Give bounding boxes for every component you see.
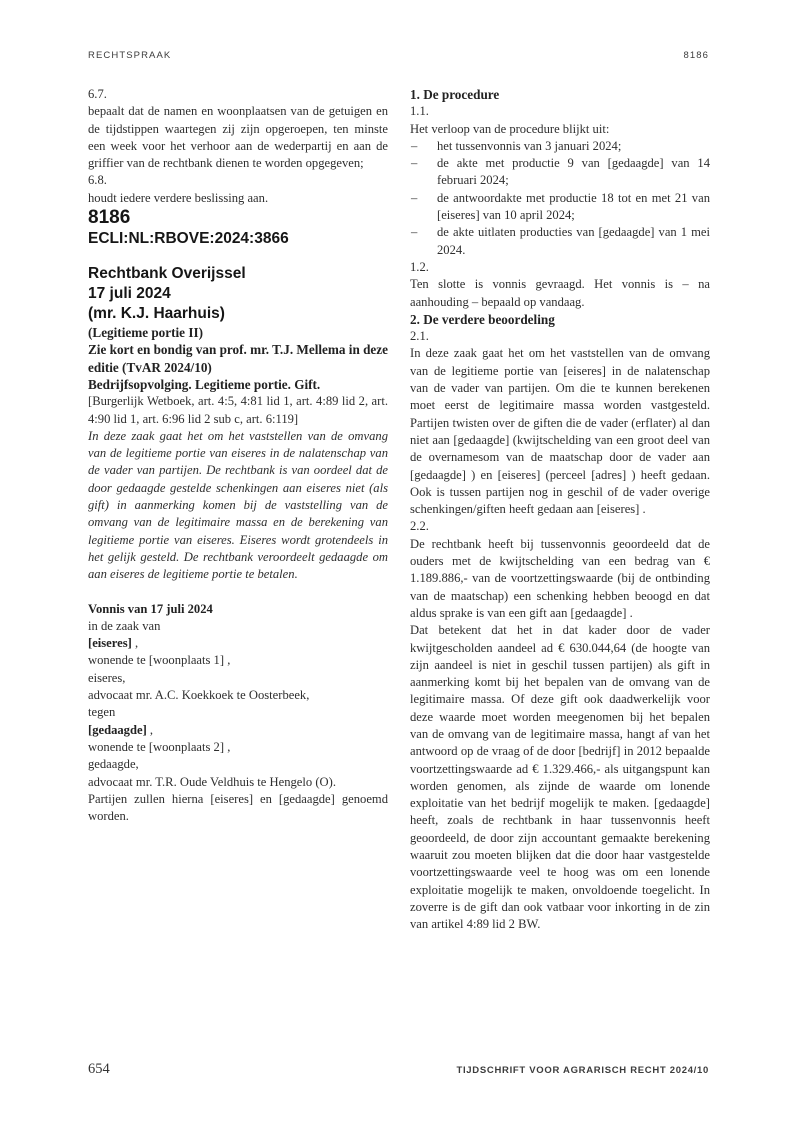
statute-references: [Burgerlijk Wetboek, art. 4:5, 4:81 lid 1, art. 4:89 lid 2, art. 4:90 lid 1, art. 6:96 lid 2 sub c, art. 6:119]: [88, 394, 388, 426]
para-number-1-1: 1.1.: [410, 104, 429, 119]
procedure-item-text: de akte uitlaten producties van [gedaagde] van 1 mei 2024.: [437, 225, 710, 257]
procedure-intro: Het verloop van de procedure blijkt uit:: [410, 121, 610, 136]
list-dash: –: [411, 156, 418, 171]
procedure-list: [410, 138, 710, 259]
procedure-list-item: [410, 138, 710, 155]
section-1-heading: 1. De procedure: [410, 87, 500, 102]
para-number-6-8: 6.8.: [88, 173, 107, 188]
para-number-1-2: 1.2.: [410, 259, 429, 274]
defendant-residence: wonende te [woonplaats 2] ,: [88, 739, 231, 754]
list-dash: –: [411, 225, 418, 240]
list-dash: –: [411, 138, 418, 153]
editorial-reference: Zie kort en bondig van prof. mr. T.J. Mellema in deze editie (TvAR 2024/10): [88, 342, 388, 375]
left-column: [88, 86, 388, 934]
vonnis-block: [88, 601, 388, 826]
running-header: [88, 50, 709, 61]
para-6-7-text: bepaalt dat de namen en woonplaatsen van de getuigen en de tijdstippen waartegen zij zijn opgeroepen, ten minste een week voor het verhoor aan de wederpartij en aan de griffier van de rechtbank dienen te worden opgegeven;: [88, 104, 388, 171]
plaintiff-residence: wonende te [woonplaats 1] ,: [88, 653, 231, 668]
para-2-1-text: In deze zaak gaat het om het vaststellen van de omvang van de legitieme portie van [eiseres] in de nalatenschap van de vader van partijen. Om die te kunnen berekenen moet eerst de legitimaire massa worden vastgesteld. Partijen twisten over de giften die de vader (erflater) al dan niet aan [gedaagde] (kwijtschelding van een groot deel van de overnamesom van de maatschap door de vader aan [gedaagde] ) en [eiseres] (perceel [adres] ) heeft gedaan. Ook is tussen partijen nog in geschil of de vader overige schenkingen/giften heeft gedaan aan [eiseres] .: [410, 346, 710, 517]
judge-name: (mr. K.J. Haarhuis): [88, 305, 225, 323]
defendant-counsel: advocaat mr. T.R. Oude Veldhuis te Hengelo (O).: [88, 774, 336, 789]
page-footer: [88, 1061, 709, 1078]
defendant-role: gedaagde,: [88, 757, 139, 772]
para-number-2-1: 2.1.: [410, 329, 429, 344]
two-column-body: [88, 86, 710, 934]
court-block: [88, 264, 388, 324]
procedure-item-text: het tussenvonnis van 3 januari 2024;: [437, 138, 622, 153]
plaintiff-name: [eiseres]: [88, 636, 132, 651]
decision-date: 17 juli 2024: [88, 285, 171, 303]
right-column: [410, 86, 710, 934]
para-2-2-text-1: De rechtbank heeft bij tussenvonnis geoordeeld dat de ouders met de kwijtschelding van een bedrag van € 1.189.886,- van de voortzettingswaarde (bij de ontbinding van de maatschap) een schenking hebben beoogd en dat aldus sprake is van een gift aan [gedaagde] .: [410, 536, 710, 620]
procedure-list-item: [410, 190, 710, 225]
versus-line: tegen: [88, 705, 116, 720]
para-number-6-7: 6.7.: [88, 87, 107, 101]
page-number: 654: [88, 1061, 110, 1077]
case-summary: In deze zaak gaat het om het vaststellen van de omvang van de legitieme portie van eiseres in de nalatenschap van de vader van partijen. De rechtbank is van oordeel dat de door gedaagde gestelde schenkingen aan eiseres niet (als gift) in aanmerking komen bij de vaststelling van de omvang van de legitimaire massa en de berekening van legitieme portie van eiseres. Eiseres wordt grotendeels in het gelijk gesteld. De rechtbank veroordeelt gedaagde om aan eiseres de legitieme portie te betalen.: [88, 428, 388, 582]
procedure-list-item: [410, 224, 710, 259]
procedure-item-text: de antwoordakte met productie 18 tot en met 21 van [eiseres] van 10 april 2024;: [437, 190, 710, 223]
keywords-line: Bedrijfsopvolging. Legitieme portie. Gift.: [88, 376, 321, 392]
defendant-name: [gedaagde]: [88, 722, 147, 737]
list-dash: –: [411, 190, 418, 205]
vonnis-intro: in de zaak van: [88, 618, 161, 633]
para-number-2-2: 2.2.: [410, 519, 429, 534]
journal-title: TIJDSCHRIFT VOOR AGRARISCH RECHT 2024/10: [456, 1065, 709, 1076]
para-6-8-text: houdt iedere verdere beslissing aan.: [88, 190, 269, 205]
case-number-heading: 8186: [88, 207, 131, 229]
running-head-section: RECHTSPRAAK: [88, 50, 172, 61]
running-head-case-code: 8186: [683, 50, 709, 61]
case-subtitle: (Legitieme portie II): [88, 325, 203, 341]
defendant-comma: ,: [146, 722, 154, 737]
plaintiff-counsel: advocaat mr. A.C. Koekkoek te Oosterbeek,: [88, 688, 310, 703]
plaintiff-role: eiseres,: [88, 670, 126, 685]
plaintiff-comma: ,: [131, 636, 139, 651]
parties-note: Partijen zullen hierna [eiseres] en [gedaagde] genoemd worden.: [88, 791, 388, 824]
plaintiff-line: [88, 635, 388, 652]
court-name: Rechtbank Overijssel: [88, 265, 246, 283]
section-2-heading: 2. De verdere beoordeling: [410, 311, 555, 327]
ecli-heading: ECLI:NL:RBOVE:2024:3866: [88, 230, 289, 248]
para-1-2-text: Ten slotte is vonnis gevraagd. Het vonnis is – na aanhouding – bepaald op vandaag.: [410, 277, 710, 309]
vonnis-title: Vonnis van 17 juli 2024: [88, 601, 213, 616]
defendant-line: [88, 722, 388, 739]
para-2-2-text-2: Dat betekent dat het in dat kader door de vader kwijtgescholden aandeel ad € 630.044,64 (de hoogte van zijn aandeel is niet in geschil tussen partijen) als gift in aanmerking komt bij het bepalen van de omvang van de legitimaire massa. Of deze gift ook daadwerkelijk voor deze waarde moet worden meegenomen bij het bepalen van de omvang van de legitimaire massa, hangt af van het antwoord op de vraag of de door [bedrijf] in 2012 bepaalde voortzettingswaarde ad € 1.329.466,- als uitgangspunt kan worden genomen, als zijnde de waarde om lonende exploitatie van het bedrijf mogelijk te maken. [gedaagde] heeft, zoals de rechtbank in haar tussenvonnis heeft geoordeeld, de door zijn accountant gemaakte berekening waaruit zou moeten blijken dat die door haar vastgestelde voortzettingswaarde veel te hoog was om een lonende exploitatie mogelijk te maken, onvoldoende toegelicht. In zoverre is de gift dan ook vatbaar voor inkorting in de zin van artikel 4:89 lid 2 BW.: [410, 623, 710, 932]
procedure-list-item: [410, 155, 710, 190]
procedure-item-text: de akte met productie 9 van [gedaagde] van 14 februari 2024;: [437, 156, 710, 188]
